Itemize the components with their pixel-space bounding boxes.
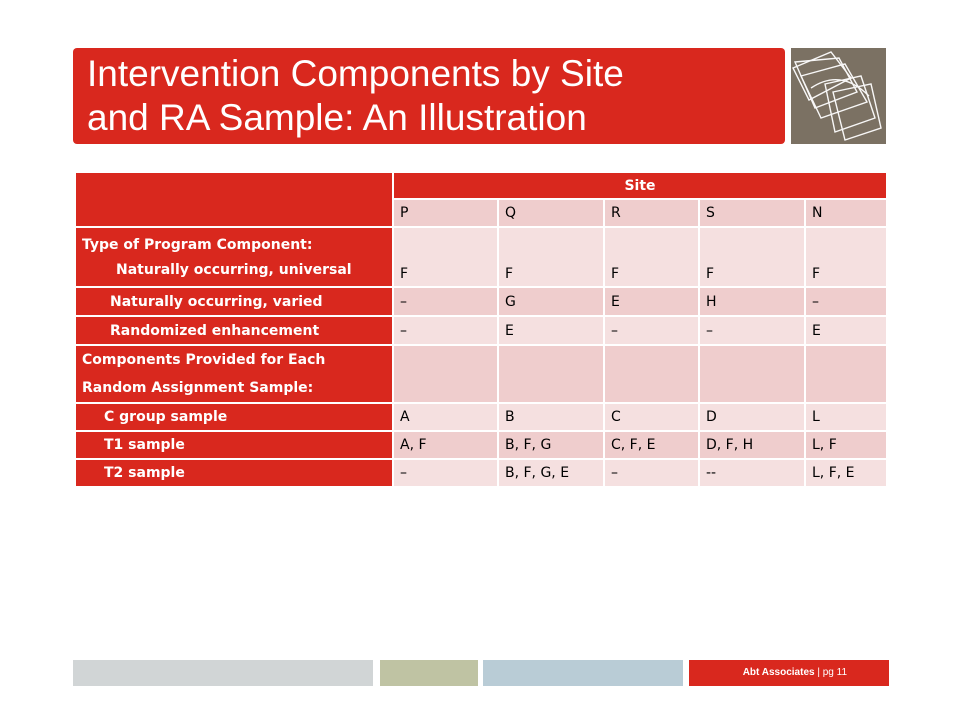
table-cell: L, F xyxy=(805,431,887,459)
table-row xyxy=(75,431,887,459)
section-heading-cell xyxy=(75,345,393,403)
table-row xyxy=(75,287,887,316)
row-label: Randomized enhancement xyxy=(75,316,393,345)
title-bar xyxy=(73,48,785,144)
table-cell: D xyxy=(699,403,805,431)
table-row xyxy=(75,227,887,287)
site-header: Site xyxy=(393,172,887,199)
table-cell: C xyxy=(604,403,699,431)
table-row xyxy=(75,316,887,345)
table-cell: F xyxy=(393,227,498,287)
table-cell: – xyxy=(393,459,498,487)
slide-title-line-1: Intervention Components by Site xyxy=(87,53,624,94)
footer-page-number: | pg 11 xyxy=(814,667,847,678)
table-cell: B, F, G, E xyxy=(498,459,604,487)
table-cell: G xyxy=(498,287,604,316)
table-cell: – xyxy=(393,287,498,316)
table-row xyxy=(75,345,887,403)
row-label: Naturally occurring, varied xyxy=(75,287,393,316)
site-column-header: R xyxy=(604,199,699,227)
table-cell xyxy=(604,345,699,403)
section-heading-line: Random Assignment Sample: xyxy=(82,380,314,396)
table-cell: F xyxy=(699,227,805,287)
table-cell: F xyxy=(805,227,887,287)
footer-bar-olive xyxy=(380,660,478,686)
row-label: T2 sample xyxy=(75,459,393,487)
table-cell: F xyxy=(604,227,699,287)
row-label: T1 sample xyxy=(75,431,393,459)
table-cell: B xyxy=(498,403,604,431)
footer-bar-blue xyxy=(483,660,683,686)
site-column-header: N xyxy=(805,199,887,227)
table-cell: – xyxy=(604,316,699,345)
table-cell: – xyxy=(604,459,699,487)
table-row xyxy=(75,459,887,487)
row-label: Naturally occurring, universal xyxy=(116,262,352,278)
site-column-header: Q xyxy=(498,199,604,227)
components-table xyxy=(74,171,888,488)
table-cell: E xyxy=(805,316,887,345)
table-cell: D, F, H xyxy=(699,431,805,459)
site-column-header: S xyxy=(699,199,805,227)
table-cell xyxy=(393,345,498,403)
table-cell: A xyxy=(393,403,498,431)
table-cell: – xyxy=(805,287,887,316)
slide-title-line-2: and RA Sample: An Illustration xyxy=(87,97,587,138)
table-cell: F xyxy=(498,227,604,287)
table-cell: – xyxy=(393,316,498,345)
section-heading-line: Components Provided for Each xyxy=(82,352,326,368)
section-heading: Type of Program Component: xyxy=(82,237,313,253)
table-corner-cell xyxy=(75,172,393,227)
table-cell: E xyxy=(604,287,699,316)
table-cell: C, F, E xyxy=(604,431,699,459)
footer-org: Abt Associates xyxy=(742,667,815,678)
table-cell: -- xyxy=(699,459,805,487)
site-column-header: P xyxy=(393,199,498,227)
row-label: C group sample xyxy=(75,403,393,431)
table-cell: H xyxy=(699,287,805,316)
table-cell: E xyxy=(498,316,604,345)
table-cell: L xyxy=(805,403,887,431)
table-cell xyxy=(805,345,887,403)
table-cell: B, F, G xyxy=(498,431,604,459)
table-cell: A, F xyxy=(393,431,498,459)
table-cell xyxy=(498,345,604,403)
table-cell xyxy=(699,345,805,403)
abt-logo-icon xyxy=(791,48,886,144)
row-header-cell xyxy=(75,227,393,287)
footer-page-label xyxy=(689,660,889,686)
table-cell: L, F, E xyxy=(805,459,887,487)
footer-bar-gray xyxy=(73,660,373,686)
table-cell: – xyxy=(699,316,805,345)
table-row xyxy=(75,403,887,431)
